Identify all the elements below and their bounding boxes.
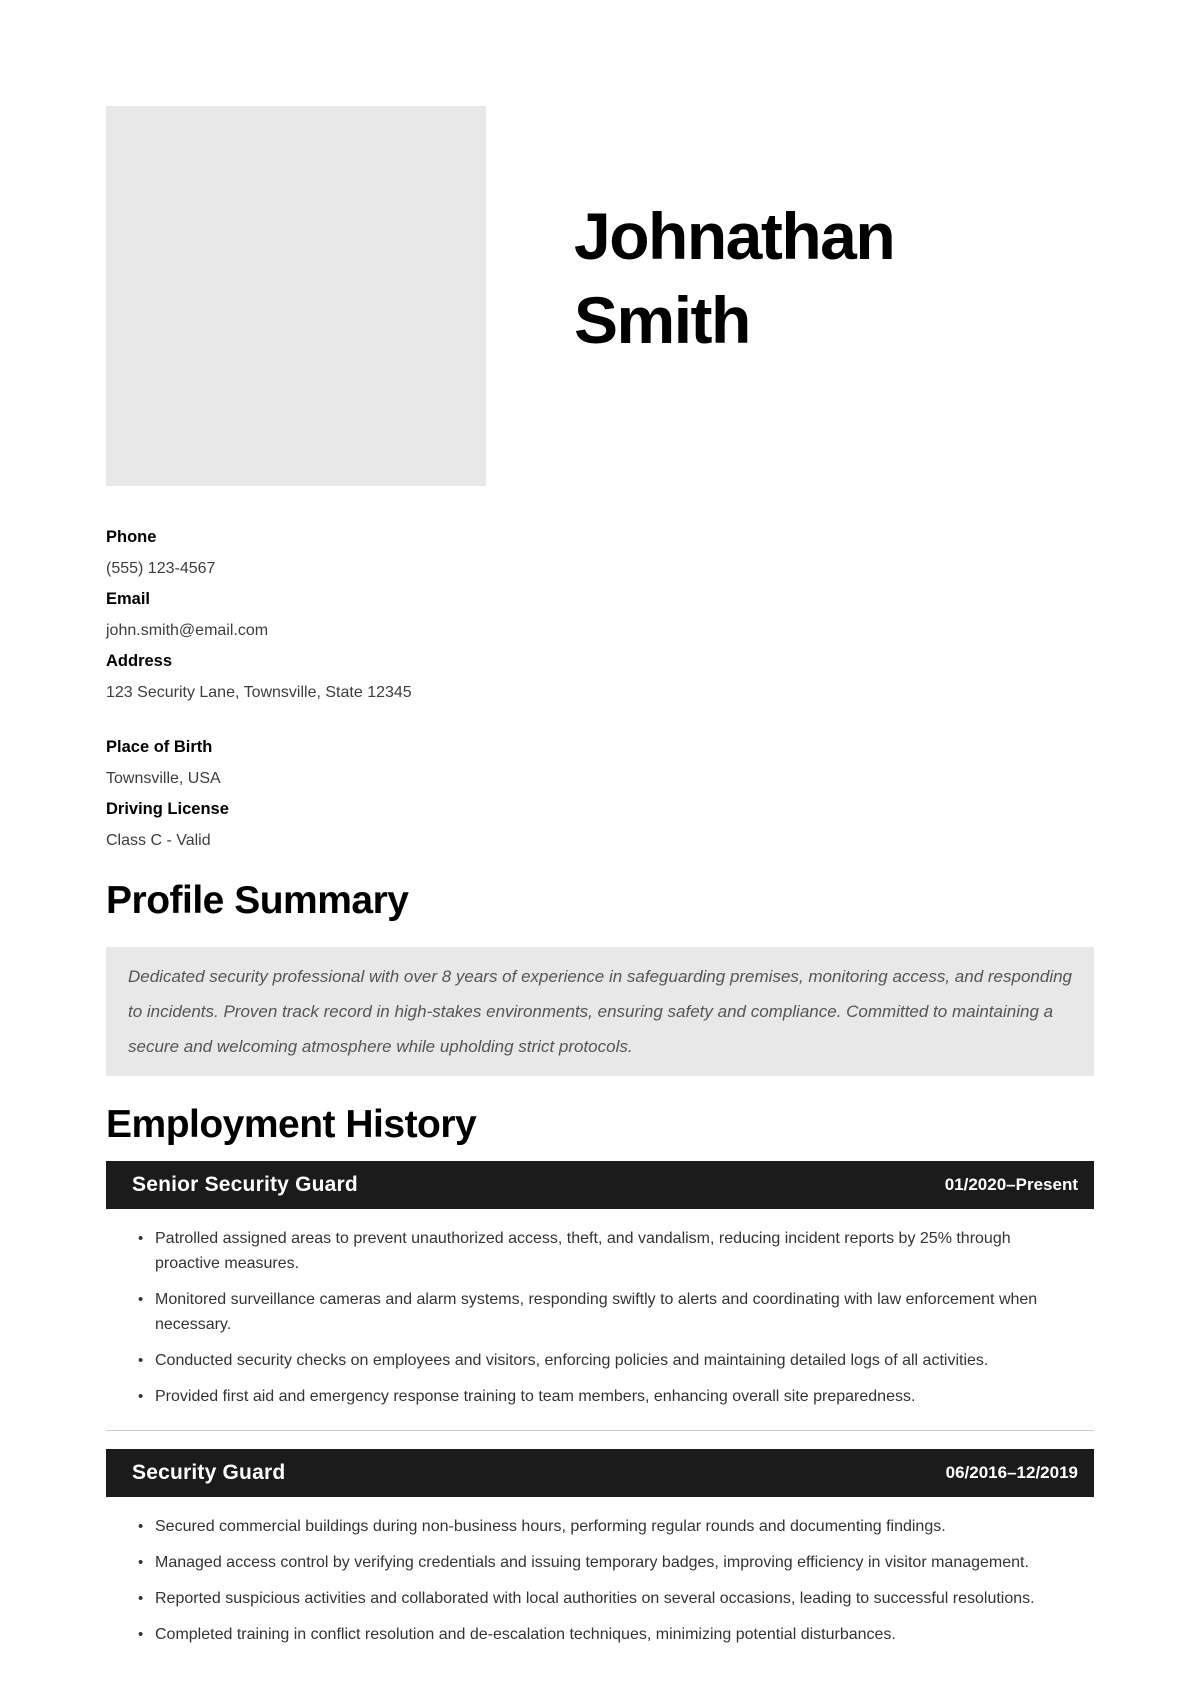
- job-bullet: • Completed training in conflict resolution and de-escalation techniques, minimizing potential disturbances.: [155, 1622, 1077, 1647]
- contact-group-primary: [106, 522, 1094, 708]
- contact-label: Email: [106, 590, 151, 608]
- job-bullet: • Provided first aid and emergency response training to team members, enhancing overall site preparedness.: [155, 1384, 1077, 1409]
- job-bullet: • Monitored surveillance cameras and alarm systems, responding swiftly to alerts and coordinating with law enforcement when necessary.: [155, 1287, 1077, 1337]
- contact-label: Driving License: [106, 800, 229, 818]
- job-bullet: • Managed access control by verifying credentials and issuing temporary badges, improving efficiency in visitor management.: [155, 1550, 1077, 1575]
- contact-entry-email: [106, 584, 1094, 646]
- job-title: Senior Security Guard: [132, 1172, 358, 1196]
- contact-section: [106, 522, 1094, 856]
- contact-entry-phone: [106, 522, 1094, 584]
- contact-group-details: [106, 732, 1094, 856]
- resume-header: [106, 106, 1094, 486]
- contact-label: Phone: [106, 528, 157, 546]
- job-bullet: • Secured commercial buildings during non-business hours, performing regular rounds and documenting findings.: [155, 1514, 1077, 1539]
- section-divider: [106, 1430, 1094, 1431]
- contact-value: Townsville, USA: [106, 770, 221, 787]
- job-dates: 01/2020–Present: [944, 1174, 1078, 1194]
- contact-value: 123 Security Lane, Townsville, State 12345: [106, 684, 412, 701]
- job-bullet-list: [106, 1226, 1094, 1409]
- job-header-bar: [106, 1161, 1094, 1209]
- contact-entry-address: [106, 646, 1094, 708]
- contact-value: john.smith@email.com: [106, 622, 269, 639]
- contact-value: Class C - Valid: [106, 832, 211, 849]
- profile-photo-placeholder: [106, 106, 486, 486]
- person-name: Johnathan Smith: [574, 199, 895, 358]
- job-bullet: • Conducted security checks on employees and visitors, enforcing policies and maintaining detailed logs of all activities.: [155, 1348, 1077, 1373]
- job-header-bar: [106, 1449, 1094, 1497]
- job-dates: 06/2016–12/2019: [945, 1462, 1078, 1482]
- job-entry: [106, 1161, 1094, 1409]
- profile-summary-heading: Profile Summary: [106, 879, 409, 922]
- job-bullet: • Patrolled assigned areas to prevent unauthorized access, theft, and vandalism, reducing incident reports by 25% through proactive measures.: [155, 1226, 1077, 1276]
- contact-label: Place of Birth: [106, 738, 213, 756]
- contact-entry-license: [106, 794, 1094, 856]
- job-bullet: • Reported suspicious activities and collaborated with local authorities on several occasions, leading to successful resolutions.: [155, 1586, 1077, 1611]
- job-entry: [106, 1449, 1094, 1647]
- contact-label: Address: [106, 652, 173, 670]
- contact-value: (555) 123-4567: [106, 560, 216, 577]
- job-title: Security Guard: [132, 1460, 286, 1484]
- profile-summary-text: Dedicated security professional with over 8 years of experience in safeguarding premises, monitoring access, and responding to incidents. Proven track record in high-stakes environments, ensuring safety and compliance. Committed to maintaining a secure and welcoming atmosphere while upholding strict protocols.: [106, 947, 1094, 1076]
- employment-history-heading: Employment History: [106, 1102, 477, 1146]
- contact-entry-birthplace: [106, 732, 1094, 794]
- job-bullet-list: [106, 1514, 1094, 1647]
